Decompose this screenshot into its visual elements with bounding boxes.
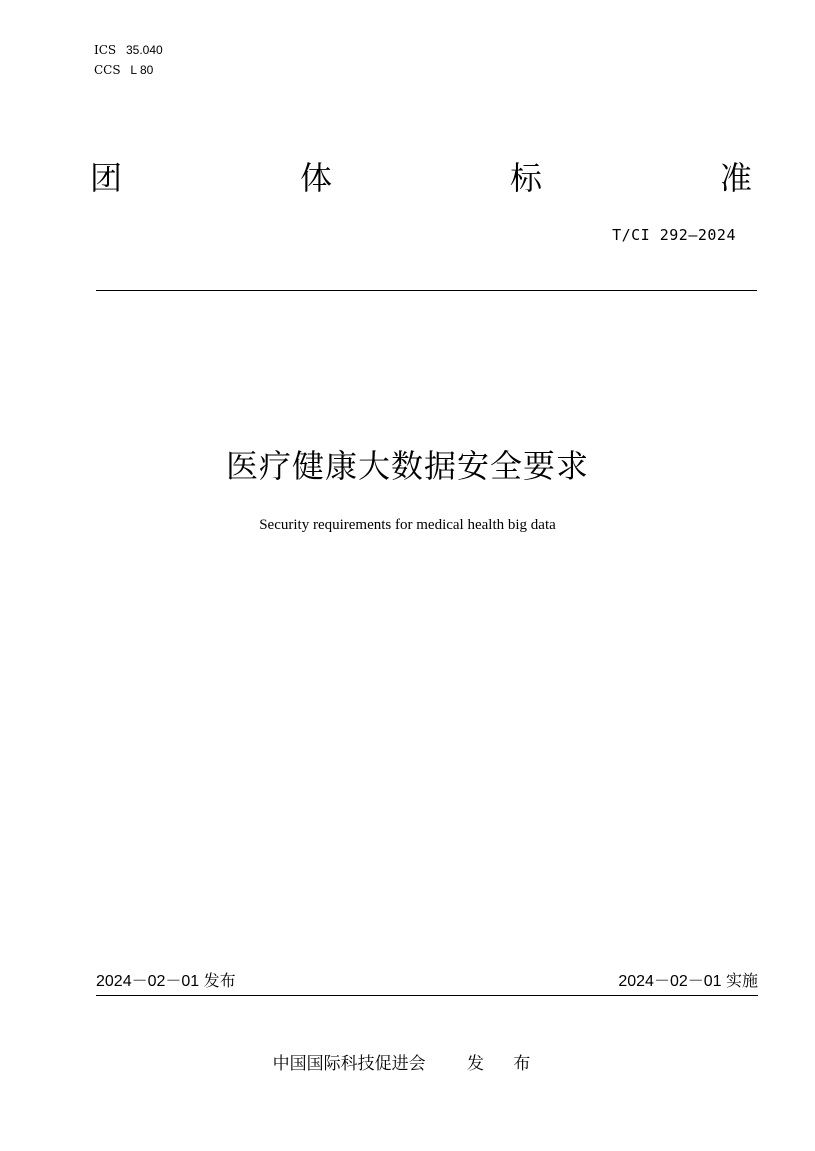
ics-code: 35.040 bbox=[125, 43, 163, 57]
publisher-name: 中国国际科技促进会 bbox=[272, 1054, 426, 1074]
date-row bbox=[96, 970, 758, 994]
standard-type-char-4: 准 bbox=[719, 159, 752, 197]
standard-type-char-1: 团 bbox=[90, 159, 123, 197]
standard-type-char-3: 标 bbox=[509, 159, 542, 197]
standard-type-char-2: 体 bbox=[299, 159, 332, 197]
standard-number: T/CI 292—2024 bbox=[612, 226, 736, 244]
publish-date: 2024－02－01 发布 bbox=[96, 973, 236, 990]
top-divider bbox=[96, 290, 757, 291]
standard-type-heading bbox=[90, 156, 752, 200]
ics-label: ICS bbox=[94, 43, 117, 57]
implement-date: 2024－02－01 实施 bbox=[618, 973, 758, 990]
ccs-code: L 80 bbox=[130, 63, 154, 77]
document-title-english: Security requirements for medical health big data bbox=[259, 517, 556, 533]
ccs-line bbox=[94, 60, 163, 80]
bottom-divider bbox=[96, 995, 758, 996]
publisher-label: 发 布 bbox=[467, 1054, 543, 1074]
document-title-chinese: 医疗健康大数据安全要求 bbox=[225, 447, 589, 485]
classification-codes bbox=[94, 40, 163, 80]
publisher-line bbox=[0, 1051, 815, 1077]
ics-line bbox=[94, 40, 163, 60]
ccs-label: CCS bbox=[94, 63, 121, 77]
